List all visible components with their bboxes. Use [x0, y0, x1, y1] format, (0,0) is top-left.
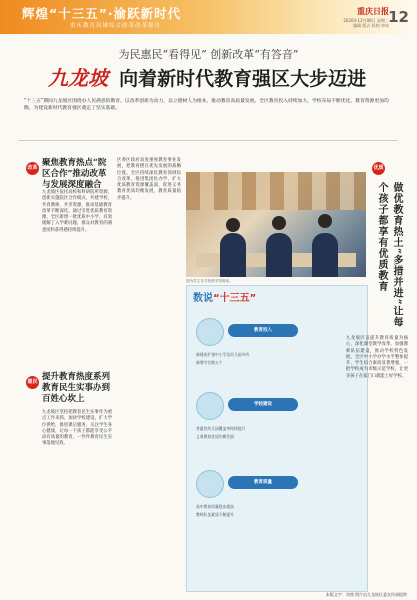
student-graphic [266, 233, 292, 277]
edition-meta [343, 18, 389, 28]
bookshelf-graphic [186, 172, 366, 210]
infographic-badge: 教育投入 [228, 324, 298, 337]
horizontal-divider [18, 140, 398, 141]
infographic-line: 新增学位数万个 [196, 360, 223, 365]
student-head-graphic [272, 216, 286, 230]
banner-title: 辉煌“十三五”·渝跃新时代 [22, 6, 182, 21]
date-line: 2020年12月08日 星期二 [343, 18, 389, 23]
infographic-line: 义务教育优质均衡发展 [196, 434, 234, 439]
student-head-graphic [318, 214, 332, 228]
infographic-line: 教师队伍素质不断提升 [196, 512, 234, 517]
section2-body: 九龙坡区坚持把教育民生实事作为重点工作来抓，加快学校建设，扩大学位供给，推进课后服务，关注学生身心健康，让每一个孩子都能享受公平而有质量的教育，一件件教育民生实事落地见效。 [42, 410, 112, 447]
section-tag-reform: 改革 [26, 162, 39, 175]
student-head-graphic [226, 218, 240, 232]
headline-accent: 九龙坡 [48, 66, 108, 90]
main-headline [48, 62, 366, 91]
paper-masthead: 重庆日报 [357, 6, 389, 16]
student-graphic [220, 233, 246, 277]
infographic-badge: 学校建设 [228, 398, 298, 411]
education-quality-icon [196, 470, 224, 498]
page-number: 12 [388, 8, 409, 26]
school-building-icon [196, 392, 224, 420]
infographic-line: 普惠性幼儿园覆盖率持续提升 [196, 426, 246, 431]
headline-deck: 为民惠民“看得见” 创新改革“有答音” [118, 48, 299, 61]
banner-subtitle: 重庆教育局域综合改革改革报告 [70, 23, 162, 29]
student-graphic [312, 233, 338, 277]
infographic-badge: 教育质量 [228, 476, 298, 489]
right-vertical-title: 做优教育热土“多措并进”让每个孩子都享有优质教育 [376, 182, 402, 328]
intro-paragraph: “十三五”期间九龙坡区围绕办人民满意的教育，以改革创新为动力，以立德树人为根本，推动教育高质量发展。全区教育投入持续加大，学校布局不断优化，教育资源更加均衡，为建设新时代教育强区奠定了坚实基础。 [24, 99, 389, 111]
infographic-title [193, 289, 256, 304]
infographic-line: 高中教育质量稳步提高 [196, 504, 234, 509]
section1-body: 九龙坡区依托高校和科研院所资源，创新实施院区合作模式，共建学校、共育教师、共享资源，推动基础教育改革不断深化。通过引进优质教育资源，全区新增一批优质中小学，有效缓解了入学难问题，群众对教育的满意度和获得感持续提升。 [42, 190, 112, 233]
infographic-line: 新建改扩建中小学及幼儿园多所 [196, 352, 250, 357]
infographic-title-prefix: 数说 [193, 293, 213, 304]
headline-main: 向着新时代教育强区大步迈进 [119, 68, 367, 90]
section-tag-benefit: 惠民 [26, 376, 39, 389]
right-column-body: 九龙坡区以提升教育质量为核心，深化课堂教学改革，加强教师队伍建设，推动学校特色发展，全区中小学办学水平整体提升，学生综合素质显著增强，一批学校成为市级示范学校，让更多孩子在家门口就能上好学校。 [346, 336, 408, 379]
editor-line: 编辑 版式 检校 审读 [353, 23, 389, 28]
section1-title: 聚焦教育热点“院区合作”推动改革与发展深度融合 [42, 158, 107, 190]
education-investment-icon [196, 318, 224, 346]
center-column-body: 区委区政府高度重视教育事业发展，把教育摆在优先发展的战略位置。全区持续深化教育领域综合改革，推进集团化办学，扩大优质教育资源覆盖面，促进义务教育优质均衡发展，教育质量稳步提升。 [117, 158, 181, 201]
section-tag-quality: 优质 [372, 162, 385, 175]
section2-title: 提升教育热度系列教育民生实事办到百姓心坎上 [42, 372, 111, 404]
page-banner [0, 0, 417, 34]
library-photo [186, 172, 366, 277]
page-footer-credit: 本版文字：刘茜 图片由九龙坡区委宣传部提供 [325, 592, 407, 597]
photo-caption: 图为学生在学校图书馆阅读。 [186, 279, 233, 283]
infographic-title-main: “十三五” [213, 293, 257, 304]
